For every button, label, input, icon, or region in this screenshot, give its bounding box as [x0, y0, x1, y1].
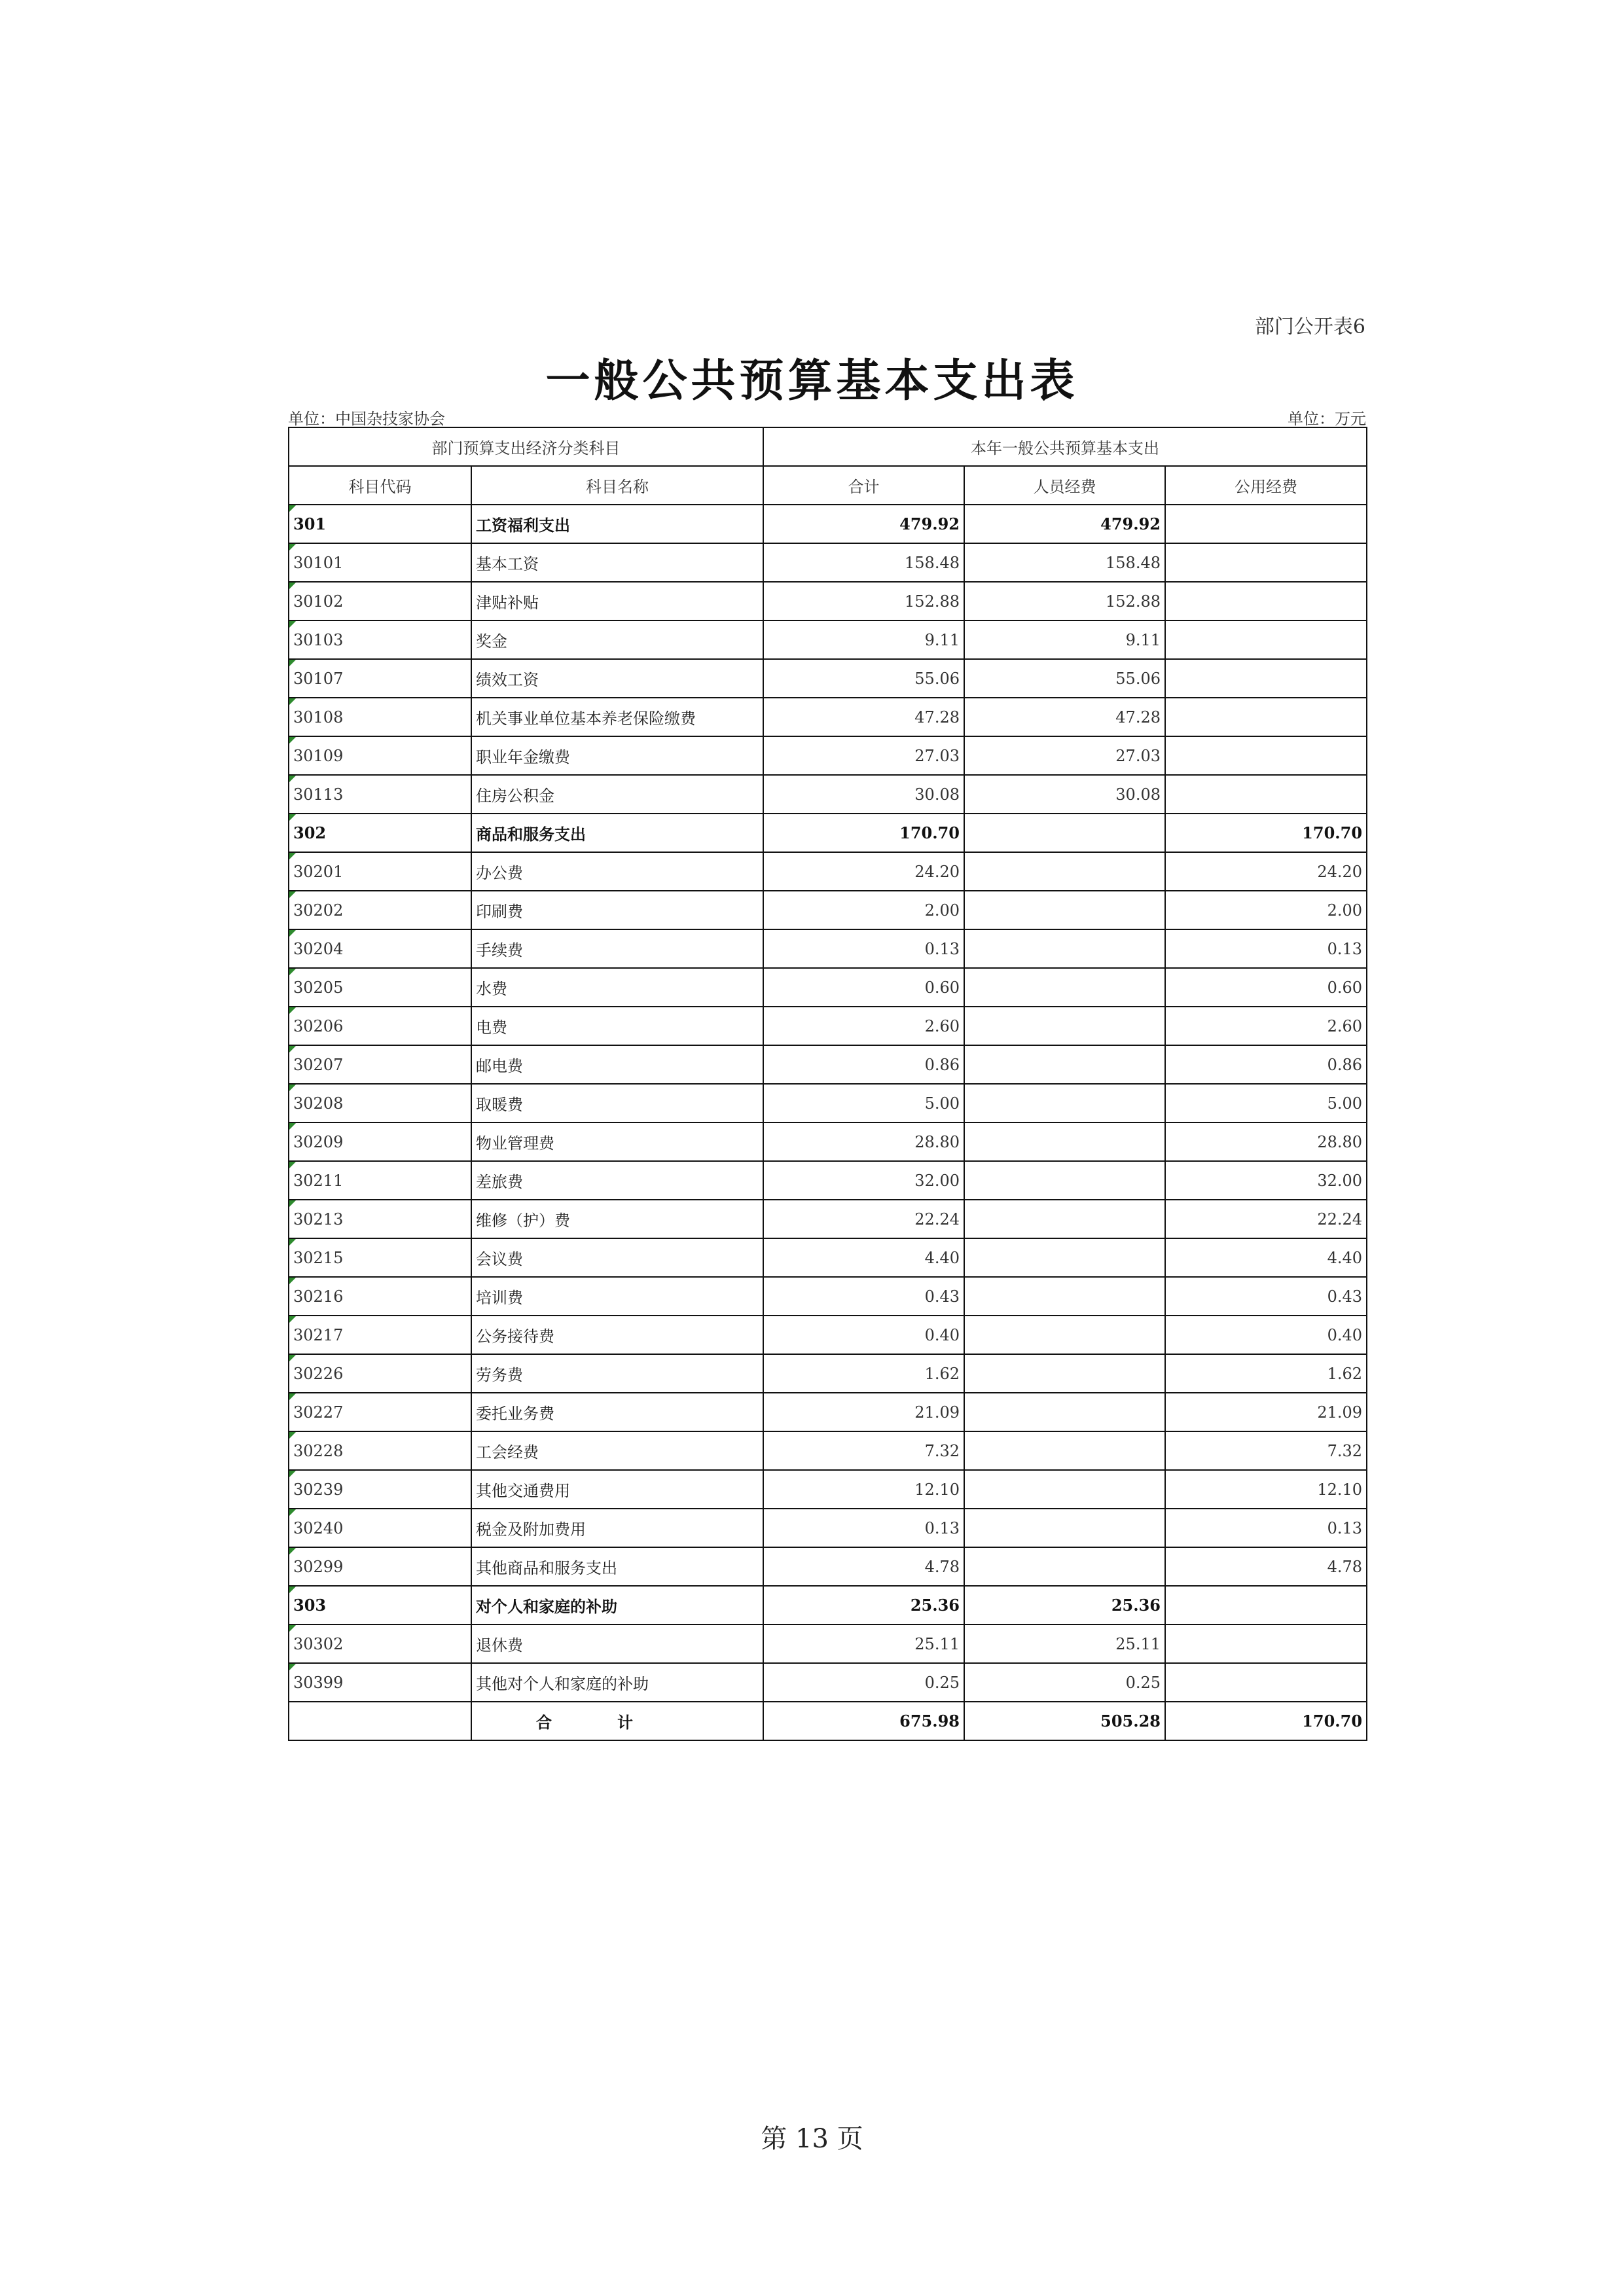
- row-total: 4.78: [763, 1547, 964, 1586]
- row-code: 30215: [289, 1238, 471, 1277]
- row-public: 22.24: [1165, 1200, 1367, 1238]
- row-name: 其他对个人和家庭的补助: [471, 1663, 763, 1702]
- row-public: 21.09: [1165, 1393, 1367, 1431]
- table-row: [289, 891, 1367, 929]
- row-public: 4.78: [1165, 1547, 1367, 1586]
- total-code-cell: [289, 1702, 471, 1740]
- row-code: 30103: [289, 620, 471, 659]
- row-name: 差旅费: [471, 1161, 763, 1200]
- category-row: [289, 505, 1367, 543]
- row-name: 其他商品和服务支出: [471, 1547, 763, 1586]
- row-public: 24.20: [1165, 852, 1367, 891]
- row-total: 0.25: [763, 1663, 964, 1702]
- category-row: [289, 1586, 1367, 1624]
- row-total: 9.11: [763, 620, 964, 659]
- row-total: 1.62: [763, 1354, 964, 1393]
- row-public: 2.00: [1165, 891, 1367, 929]
- header-public: 公用经费: [1165, 466, 1367, 505]
- row-public: 5.00: [1165, 1084, 1367, 1122]
- table-row: [289, 1354, 1367, 1393]
- row-code: 30239: [289, 1470, 471, 1509]
- row-public: 0.43: [1165, 1277, 1367, 1316]
- row-personnel: 55.06: [964, 659, 1165, 698]
- page-title: 一般公共预算基本支出表: [545, 355, 1079, 407]
- row-total: 170.70: [763, 814, 964, 852]
- row-code: 30202: [289, 891, 471, 929]
- row-code: 30217: [289, 1316, 471, 1354]
- form-number: 部门公开表6: [1254, 315, 1365, 338]
- row-total: 0.40: [763, 1316, 964, 1354]
- row-public: [1165, 620, 1367, 659]
- row-personnel: [964, 1200, 1165, 1238]
- row-name: 税金及附加费用: [471, 1509, 763, 1547]
- row-name: 办公费: [471, 852, 763, 891]
- row-code: 30109: [289, 736, 471, 775]
- header-code: 科目代码: [289, 466, 471, 505]
- row-name: 奖金: [471, 620, 763, 659]
- table-row: [289, 929, 1367, 968]
- row-total: 2.00: [763, 891, 964, 929]
- row-total: 0.60: [763, 968, 964, 1007]
- header-total: 合计: [763, 466, 964, 505]
- table-row: [289, 1238, 1367, 1277]
- row-public: [1165, 1624, 1367, 1663]
- row-personnel: [964, 968, 1165, 1007]
- table-row: [289, 1663, 1367, 1702]
- row-personnel: 9.11: [964, 620, 1165, 659]
- row-name: 委托业务费: [471, 1393, 763, 1431]
- row-code: 30201: [289, 852, 471, 891]
- row-personnel: 152.88: [964, 582, 1165, 620]
- row-code: 30399: [289, 1663, 471, 1702]
- organization-unit: 单位：中国杂技家协会: [288, 410, 445, 428]
- row-name: 印刷费: [471, 891, 763, 929]
- table-row: [289, 1624, 1367, 1663]
- row-total: 55.06: [763, 659, 964, 698]
- row-personnel: [964, 1316, 1165, 1354]
- row-code: 30207: [289, 1045, 471, 1084]
- row-name: 工会经费: [471, 1431, 763, 1470]
- budget-table: [288, 427, 1367, 1741]
- row-public: [1165, 505, 1367, 543]
- row-personnel: [964, 1354, 1165, 1393]
- row-public: 0.60: [1165, 968, 1367, 1007]
- row-total: 0.86: [763, 1045, 964, 1084]
- table-row: [289, 1200, 1367, 1238]
- table-row: [289, 1007, 1367, 1045]
- row-personnel: [964, 1122, 1165, 1161]
- row-total: 47.28: [763, 698, 964, 736]
- row-personnel: [964, 814, 1165, 852]
- page-number: 第 13 页: [761, 2124, 863, 2154]
- header-column-row: [289, 466, 1367, 505]
- row-name: 公务接待费: [471, 1316, 763, 1354]
- table-row: [289, 775, 1367, 814]
- row-name: 职业年金缴费: [471, 736, 763, 775]
- row-personnel: [964, 1161, 1165, 1200]
- row-name: 水费: [471, 968, 763, 1007]
- row-name: 邮电费: [471, 1045, 763, 1084]
- row-name: 机关事业单位基本养老保险缴费: [471, 698, 763, 736]
- row-code: 30302: [289, 1624, 471, 1663]
- row-total: 12.10: [763, 1470, 964, 1509]
- row-personnel: [964, 1431, 1165, 1470]
- row-personnel: 479.92: [964, 505, 1165, 543]
- row-personnel: 30.08: [964, 775, 1165, 814]
- row-total: 30.08: [763, 775, 964, 814]
- row-total: 27.03: [763, 736, 964, 775]
- row-public: 0.40: [1165, 1316, 1367, 1354]
- row-public: 12.10: [1165, 1470, 1367, 1509]
- table-row: [289, 582, 1367, 620]
- table-row: [289, 698, 1367, 736]
- table-row: [289, 659, 1367, 698]
- row-personnel: [964, 1045, 1165, 1084]
- row-public: [1165, 659, 1367, 698]
- row-public: 170.70: [1165, 814, 1367, 852]
- row-personnel: [964, 1238, 1165, 1277]
- row-code: 30204: [289, 929, 471, 968]
- table-row: [289, 543, 1367, 582]
- row-total: 22.24: [763, 1200, 964, 1238]
- row-public: [1165, 1663, 1367, 1702]
- row-public: 28.80: [1165, 1122, 1367, 1161]
- row-code: 30209: [289, 1122, 471, 1161]
- row-code: 30211: [289, 1161, 471, 1200]
- row-public: 4.40: [1165, 1238, 1367, 1277]
- row-public: 32.00: [1165, 1161, 1367, 1200]
- row-code: 30208: [289, 1084, 471, 1122]
- row-total: 24.20: [763, 852, 964, 891]
- header-group-left: 部门预算支出经济分类科目: [289, 427, 763, 466]
- row-name: 物业管理费: [471, 1122, 763, 1161]
- header-group-right: 本年一般公共预算基本支出: [763, 427, 1367, 466]
- table-row: [289, 1161, 1367, 1200]
- table-row: [289, 736, 1367, 775]
- row-total: 4.40: [763, 1238, 964, 1277]
- row-code: 30108: [289, 698, 471, 736]
- table-row: [289, 1509, 1367, 1547]
- row-personnel: [964, 929, 1165, 968]
- table-row: [289, 1045, 1367, 1084]
- row-public: [1165, 1586, 1367, 1624]
- row-code: 30101: [289, 543, 471, 582]
- row-code: 30226: [289, 1354, 471, 1393]
- row-code: 30240: [289, 1509, 471, 1547]
- row-name: 退休费: [471, 1624, 763, 1663]
- row-public: 0.86: [1165, 1045, 1367, 1084]
- row-personnel: 27.03: [964, 736, 1165, 775]
- row-name: 住房公积金: [471, 775, 763, 814]
- row-total: 158.48: [763, 543, 964, 582]
- row-personnel: 25.36: [964, 1586, 1165, 1624]
- row-code: 30213: [289, 1200, 471, 1238]
- row-name: 维修（护）费: [471, 1200, 763, 1238]
- row-total: 32.00: [763, 1161, 964, 1200]
- row-public: [1165, 543, 1367, 582]
- row-personnel: [964, 852, 1165, 891]
- table-row: [289, 1277, 1367, 1316]
- row-public: 0.13: [1165, 929, 1367, 968]
- row-code: 30206: [289, 1007, 471, 1045]
- row-total: 152.88: [763, 582, 964, 620]
- row-code: 30113: [289, 775, 471, 814]
- total-sum: 675.98: [763, 1702, 964, 1740]
- category-row: [289, 814, 1367, 852]
- row-personnel: [964, 1277, 1165, 1316]
- currency-unit: 单位：万元: [1288, 410, 1366, 428]
- table-row: [289, 620, 1367, 659]
- total-label: 合计: [471, 1702, 763, 1740]
- row-personnel: 158.48: [964, 543, 1165, 582]
- row-code: 30227: [289, 1393, 471, 1431]
- header-personnel: 人员经费: [964, 466, 1165, 505]
- row-name: 会议费: [471, 1238, 763, 1277]
- table-row: [289, 1393, 1367, 1431]
- table-row: [289, 1084, 1367, 1122]
- row-personnel: [964, 1007, 1165, 1045]
- row-public: [1165, 775, 1367, 814]
- row-name: 取暖费: [471, 1084, 763, 1122]
- row-total: 0.13: [763, 929, 964, 968]
- row-name: 津贴补贴: [471, 582, 763, 620]
- table-row: [289, 1431, 1367, 1470]
- row-code: 303: [289, 1586, 471, 1624]
- grand-total-row: [289, 1702, 1367, 1740]
- row-code: 30102: [289, 582, 471, 620]
- table-row: [289, 1122, 1367, 1161]
- total-public: 170.70: [1165, 1702, 1367, 1740]
- row-total: 479.92: [763, 505, 964, 543]
- row-code: 30216: [289, 1277, 471, 1316]
- row-public: [1165, 582, 1367, 620]
- row-total: 25.36: [763, 1586, 964, 1624]
- row-total: 25.11: [763, 1624, 964, 1663]
- total-personnel: 505.28: [964, 1702, 1165, 1740]
- row-name: 劳务费: [471, 1354, 763, 1393]
- table-row: [289, 1470, 1367, 1509]
- row-name: 其他交通费用: [471, 1470, 763, 1509]
- table-row: [289, 1547, 1367, 1586]
- row-name: 工资福利支出: [471, 505, 763, 543]
- row-total: 7.32: [763, 1431, 964, 1470]
- row-name: 基本工资: [471, 543, 763, 582]
- table-body: [289, 505, 1367, 1702]
- row-code: 30299: [289, 1547, 471, 1586]
- table-row: [289, 1316, 1367, 1354]
- row-total: 21.09: [763, 1393, 964, 1431]
- header-group-row: [289, 427, 1367, 466]
- row-personnel: 47.28: [964, 698, 1165, 736]
- row-personnel: [964, 1084, 1165, 1122]
- row-name: 绩效工资: [471, 659, 763, 698]
- table-row: [289, 852, 1367, 891]
- row-public: 2.60: [1165, 1007, 1367, 1045]
- row-personnel: 25.11: [964, 1624, 1165, 1663]
- row-code: 302: [289, 814, 471, 852]
- row-code: 30205: [289, 968, 471, 1007]
- row-name: 手续费: [471, 929, 763, 968]
- row-public: 1.62: [1165, 1354, 1367, 1393]
- row-personnel: 0.25: [964, 1663, 1165, 1702]
- row-public: [1165, 736, 1367, 775]
- table-row: [289, 968, 1367, 1007]
- row-name: 对个人和家庭的补助: [471, 1586, 763, 1624]
- row-total: 28.80: [763, 1122, 964, 1161]
- row-public: 0.13: [1165, 1509, 1367, 1547]
- row-total: 2.60: [763, 1007, 964, 1045]
- row-personnel: [964, 1393, 1165, 1431]
- row-name: 商品和服务支出: [471, 814, 763, 852]
- row-name: 电费: [471, 1007, 763, 1045]
- header-name: 科目名称: [471, 466, 763, 505]
- row-public: [1165, 698, 1367, 736]
- row-total: 0.13: [763, 1509, 964, 1547]
- row-personnel: [964, 1547, 1165, 1586]
- row-total: 5.00: [763, 1084, 964, 1122]
- row-total: 0.43: [763, 1277, 964, 1316]
- row-public: 7.32: [1165, 1431, 1367, 1470]
- row-code: 301: [289, 505, 471, 543]
- row-code: 30228: [289, 1431, 471, 1470]
- row-personnel: [964, 891, 1165, 929]
- row-personnel: [964, 1509, 1165, 1547]
- row-code: 30107: [289, 659, 471, 698]
- row-name: 培训费: [471, 1277, 763, 1316]
- row-personnel: [964, 1470, 1165, 1509]
